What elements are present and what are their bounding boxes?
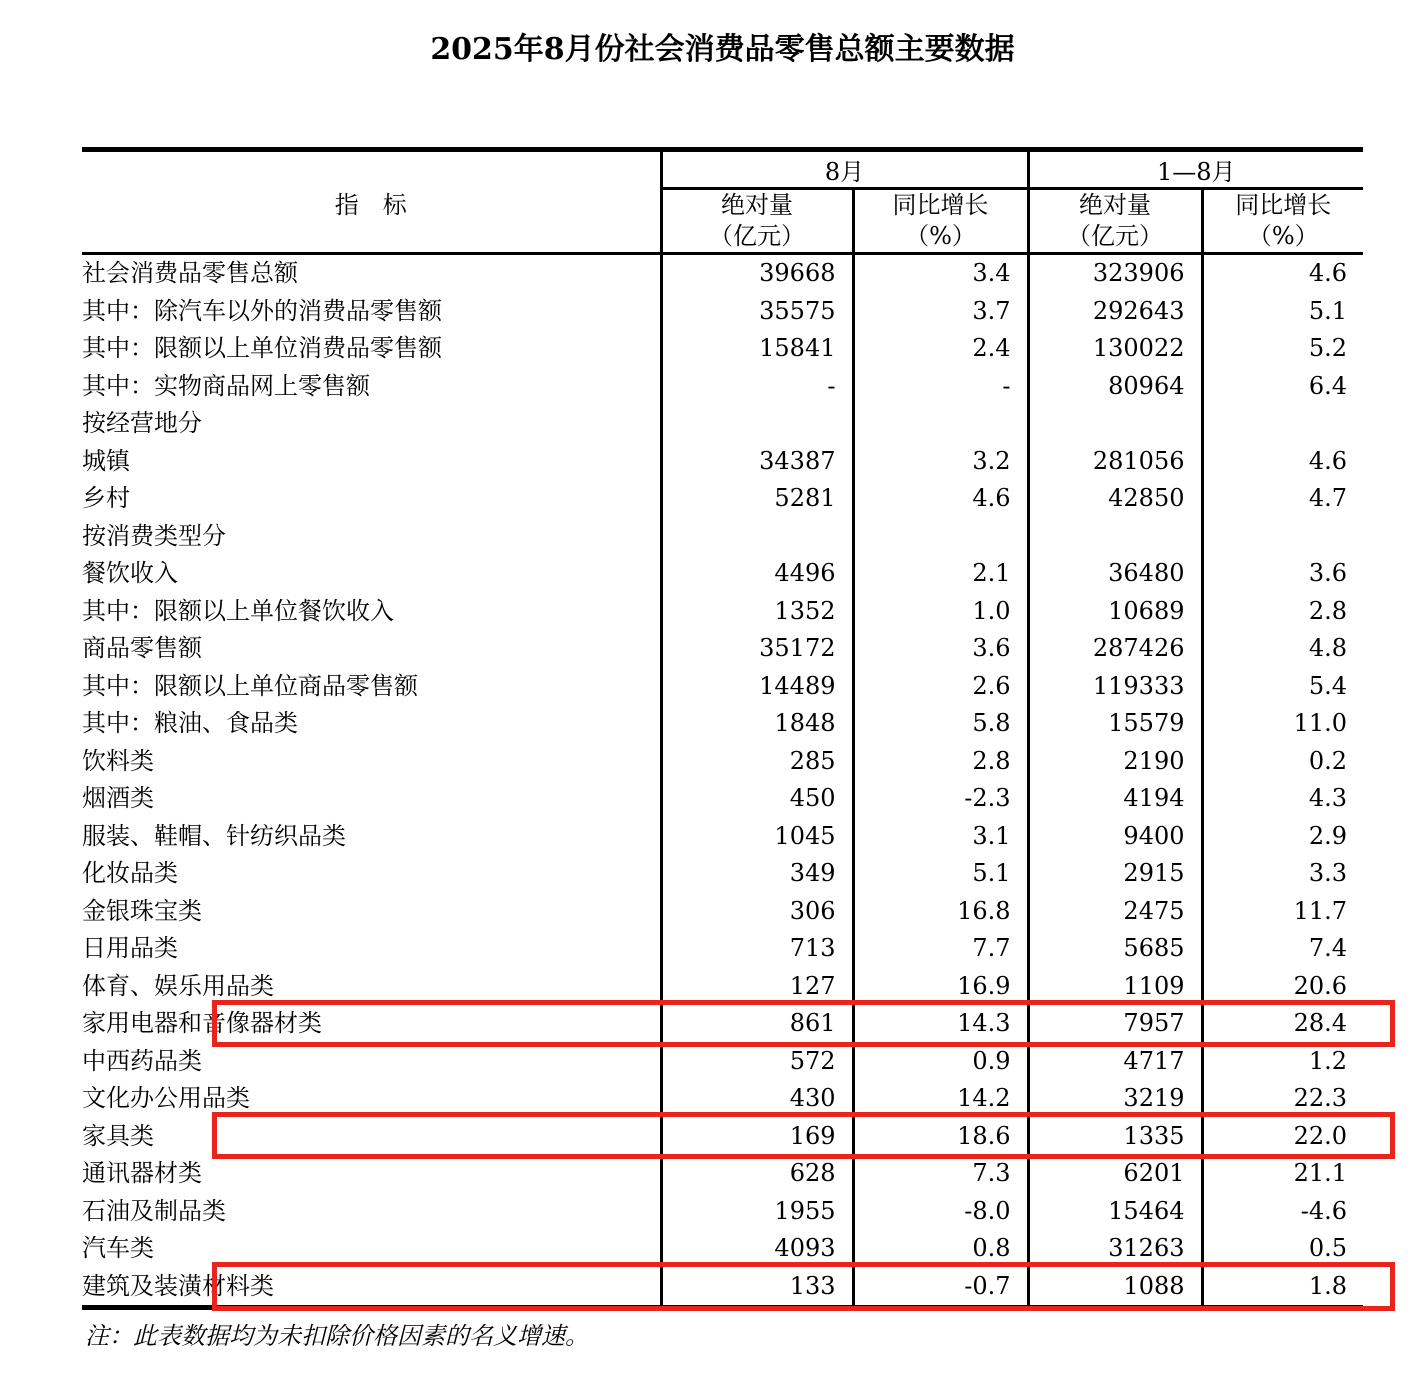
- cell-value: 35172: [661, 630, 853, 668]
- cell-value: 0.5: [1202, 1230, 1363, 1268]
- cell-value: 18.6: [853, 1118, 1028, 1156]
- cell-value: 861: [661, 1005, 853, 1043]
- cell-value: 2.8: [853, 743, 1028, 781]
- row-label: 按消费类型分: [82, 521, 226, 550]
- table-row: [82, 1043, 1363, 1081]
- highlight-box: [212, 1262, 1395, 1311]
- table-row: [82, 855, 1363, 893]
- table-row: [82, 1155, 1363, 1193]
- cell-value: [1028, 405, 1202, 443]
- table-row: [82, 668, 1363, 706]
- cell-value: 306: [661, 893, 853, 931]
- cell-value: 2.4: [853, 330, 1028, 368]
- cell-value: [1202, 518, 1363, 556]
- highlight-box: [212, 1112, 1395, 1159]
- cell-value: 7.3: [853, 1155, 1028, 1193]
- cell-value: 39668: [661, 254, 853, 293]
- header-line: （%）: [905, 222, 976, 250]
- row-label: 文化办公用品类: [82, 1084, 250, 1112]
- header-group-august: 8月: [661, 150, 1028, 189]
- cell-value: 5.1: [1202, 293, 1363, 331]
- cell-value: 2915: [1028, 855, 1202, 893]
- row-label: 烟酒类: [82, 784, 154, 812]
- table-row: [82, 630, 1363, 668]
- cell-value: 1955: [661, 1193, 853, 1231]
- row-label: 金银珠宝类: [82, 896, 202, 925]
- table-row: [82, 293, 1363, 331]
- cell-value: 628: [661, 1155, 853, 1193]
- row-label: 家用电器和音像器材类: [82, 1009, 322, 1037]
- cell-value: 119333: [1028, 668, 1202, 706]
- table-row: [82, 705, 1363, 743]
- table-row: [82, 930, 1363, 968]
- cell-value: 0.8: [853, 1230, 1028, 1268]
- cell-value: 1.0: [853, 593, 1028, 631]
- cell-value: 3.1: [853, 818, 1028, 856]
- cell-value: 14.3: [853, 1005, 1028, 1043]
- header-line: （亿元）: [709, 222, 805, 250]
- table-header: [82, 150, 1363, 254]
- cell-value: 15579: [1028, 705, 1202, 743]
- cell-value: 2.9: [1202, 818, 1363, 856]
- cell-value: 1335: [1028, 1118, 1202, 1156]
- header-line: 绝对量: [1079, 191, 1151, 219]
- header-group-row: [82, 150, 1363, 189]
- header-aug-absolute: [661, 189, 853, 254]
- cell-value: 22.3: [1202, 1080, 1363, 1118]
- row-label: 家具类: [82, 1121, 154, 1150]
- cell-value: 3.3: [1202, 855, 1363, 893]
- cell-value: [1028, 518, 1202, 556]
- cell-value: 42850: [1028, 480, 1202, 518]
- cell-value: 3.2: [853, 443, 1028, 481]
- row-label: 社会消费品零售总额: [82, 259, 298, 287]
- cell-value: 22.0: [1202, 1118, 1363, 1156]
- page-title: 2025年8月份社会消费品零售总额主要数据: [430, 32, 1015, 67]
- header-line: （亿元）: [1067, 222, 1163, 250]
- table-row: [82, 518, 1363, 556]
- row-label: 按经营地分: [82, 409, 202, 437]
- row-label: 餐饮收入: [82, 559, 178, 587]
- cell-value: 133: [661, 1268, 853, 1308]
- row-label: 其中：限额以上单位商品零售额: [82, 671, 418, 700]
- cell-value: 14489: [661, 668, 853, 706]
- header-group-jan-aug: 1—8月: [1028, 150, 1363, 189]
- table-row: [82, 368, 1363, 406]
- cell-value: 34387: [661, 443, 853, 481]
- table-row: [82, 254, 1363, 293]
- cell-value: 6.4: [1202, 368, 1363, 406]
- row-label: 汽车类: [82, 1234, 154, 1262]
- cell-value: 1088: [1028, 1268, 1202, 1308]
- row-label: 商品零售额: [82, 634, 202, 662]
- header-aug-yoy: [853, 189, 1028, 254]
- row-label: 中西药品类: [82, 1046, 202, 1075]
- cell-value: 16.8: [853, 893, 1028, 931]
- cell-value: 1848: [661, 705, 853, 743]
- header-indicator: 指 标: [82, 150, 661, 254]
- highlight-box: [212, 1000, 1395, 1047]
- table-row: [82, 330, 1363, 368]
- row-label: 体育、娱乐用品类: [82, 971, 274, 1000]
- cell-value: 4.6: [1202, 443, 1363, 481]
- cell-value: 5.2: [1202, 330, 1363, 368]
- cell-value: 349: [661, 855, 853, 893]
- cell-value: 4.7: [1202, 480, 1363, 518]
- cell-value: 5281: [661, 480, 853, 518]
- cell-value: 5.4: [1202, 668, 1363, 706]
- cell-value: 285: [661, 743, 853, 781]
- row-label: 服装、鞋帽、针纺织品类: [82, 821, 346, 850]
- cell-value: 3.4: [853, 254, 1028, 293]
- cell-value: -0.7: [853, 1268, 1028, 1308]
- cell-value: 2.8: [1202, 593, 1363, 631]
- row-label: 通讯器材类: [82, 1159, 202, 1187]
- cell-value: 11.0: [1202, 705, 1363, 743]
- cell-value: 1109: [1028, 968, 1202, 1006]
- cell-value: 2.6: [853, 668, 1028, 706]
- cell-value: 323906: [1028, 254, 1202, 293]
- cell-value: 4.6: [853, 480, 1028, 518]
- cell-value: 2.1: [853, 555, 1028, 593]
- cell-value: 4194: [1028, 780, 1202, 818]
- cell-value: 169: [661, 1118, 853, 1156]
- cell-value: -2.3: [853, 780, 1028, 818]
- cell-value: -: [661, 368, 853, 406]
- row-label: 城镇: [82, 446, 130, 475]
- header-line: （%）: [1247, 222, 1319, 250]
- header-line: 同比增长: [1235, 191, 1332, 219]
- cell-value: 292643: [1028, 293, 1202, 331]
- cell-value: 6201: [1028, 1155, 1202, 1193]
- cell-value: 3.6: [853, 630, 1028, 668]
- cell-value: 16.9: [853, 968, 1028, 1006]
- cell-value: 4496: [661, 555, 853, 593]
- cell-value: 35575: [661, 293, 853, 331]
- cell-value: 287426: [1028, 630, 1202, 668]
- table-row: [82, 780, 1363, 818]
- header-line: 绝对量: [721, 191, 793, 219]
- cell-value: 3.7: [853, 293, 1028, 331]
- cell-value: 20.6: [1202, 968, 1363, 1006]
- table-row: [82, 743, 1363, 781]
- row-label: 其中：粮油、食品类: [82, 709, 298, 737]
- row-label: 日用品类: [82, 934, 178, 962]
- cell-value: [853, 405, 1028, 443]
- cell-value: 281056: [1028, 443, 1202, 481]
- cell-value: 2475: [1028, 893, 1202, 931]
- cell-value: 713: [661, 930, 853, 968]
- cell-value: -: [853, 368, 1028, 406]
- cell-value: [661, 405, 853, 443]
- cell-value: 5.1: [853, 855, 1028, 893]
- row-label: 其中：限额以上单位餐饮收入: [82, 596, 394, 625]
- cell-value: 5.8: [853, 705, 1028, 743]
- cell-value: 1045: [661, 818, 853, 856]
- cell-value: 15464: [1028, 1193, 1202, 1231]
- table-row: [82, 555, 1363, 593]
- cell-value: 1.8: [1202, 1268, 1363, 1308]
- cell-value: 3.6: [1202, 555, 1363, 593]
- cell-value: 4.8: [1202, 630, 1363, 668]
- cell-value: 7.7: [853, 930, 1028, 968]
- cell-value: 7.4: [1202, 930, 1363, 968]
- cell-value: 36480: [1028, 555, 1202, 593]
- table-row: [82, 480, 1363, 518]
- row-label: 乡村: [82, 484, 130, 512]
- header-janaug-absolute: [1028, 189, 1202, 254]
- cell-value: [661, 518, 853, 556]
- cell-value: 28.4: [1202, 1005, 1363, 1043]
- cell-value: 130022: [1028, 330, 1202, 368]
- cell-value: 4717: [1028, 1043, 1202, 1081]
- cell-value: 11.7: [1202, 893, 1363, 931]
- table-row: [82, 405, 1363, 443]
- row-label: 建筑及装潢材料类: [82, 1271, 274, 1300]
- row-label: 其中：除汽车以外的消费品零售额: [82, 296, 442, 325]
- cell-value: 0.2: [1202, 743, 1363, 781]
- table-row: [82, 818, 1363, 856]
- table-row: [82, 1193, 1363, 1231]
- cell-value: -4.6: [1202, 1193, 1363, 1231]
- row-label: 其中：限额以上单位消费品零售额: [82, 334, 442, 362]
- table-row: [82, 443, 1363, 481]
- cell-value: 9400: [1028, 818, 1202, 856]
- cell-value: 14.2: [853, 1080, 1028, 1118]
- cell-value: 4.3: [1202, 780, 1363, 818]
- cell-value: 127: [661, 968, 853, 1006]
- cell-value: 2190: [1028, 743, 1202, 781]
- cell-value: 7957: [1028, 1005, 1202, 1043]
- cell-value: 3219: [1028, 1080, 1202, 1118]
- row-label: 化妆品类: [82, 859, 178, 887]
- cell-value: 430: [661, 1080, 853, 1118]
- cell-value: 1352: [661, 593, 853, 631]
- header-line: 同比增长: [892, 191, 989, 219]
- row-label: 饮料类: [82, 746, 154, 775]
- cell-value: [1202, 405, 1363, 443]
- cell-value: 4.6: [1202, 254, 1363, 293]
- footnote: 注：此表数据均为未扣除价格因素的名义增速。: [85, 1322, 589, 1350]
- cell-value: 80964: [1028, 368, 1202, 406]
- cell-value: 21.1: [1202, 1155, 1363, 1193]
- cell-value: 15841: [661, 330, 853, 368]
- cell-value: 10689: [1028, 593, 1202, 631]
- cell-value: 31263: [1028, 1230, 1202, 1268]
- table-row: [82, 893, 1363, 931]
- cell-value: -8.0: [853, 1193, 1028, 1231]
- cell-value: 572: [661, 1043, 853, 1081]
- cell-value: [853, 518, 1028, 556]
- table-row: [82, 593, 1363, 631]
- cell-value: 450: [661, 780, 853, 818]
- cell-value: 1.2: [1202, 1043, 1363, 1081]
- cell-value: 5685: [1028, 930, 1202, 968]
- cell-value: 4093: [661, 1230, 853, 1268]
- cell-value: 0.9: [853, 1043, 1028, 1081]
- row-label: 石油及制品类: [82, 1196, 226, 1225]
- header-janaug-yoy: [1202, 189, 1363, 254]
- row-label: 其中：实物商品网上零售额: [82, 371, 370, 400]
